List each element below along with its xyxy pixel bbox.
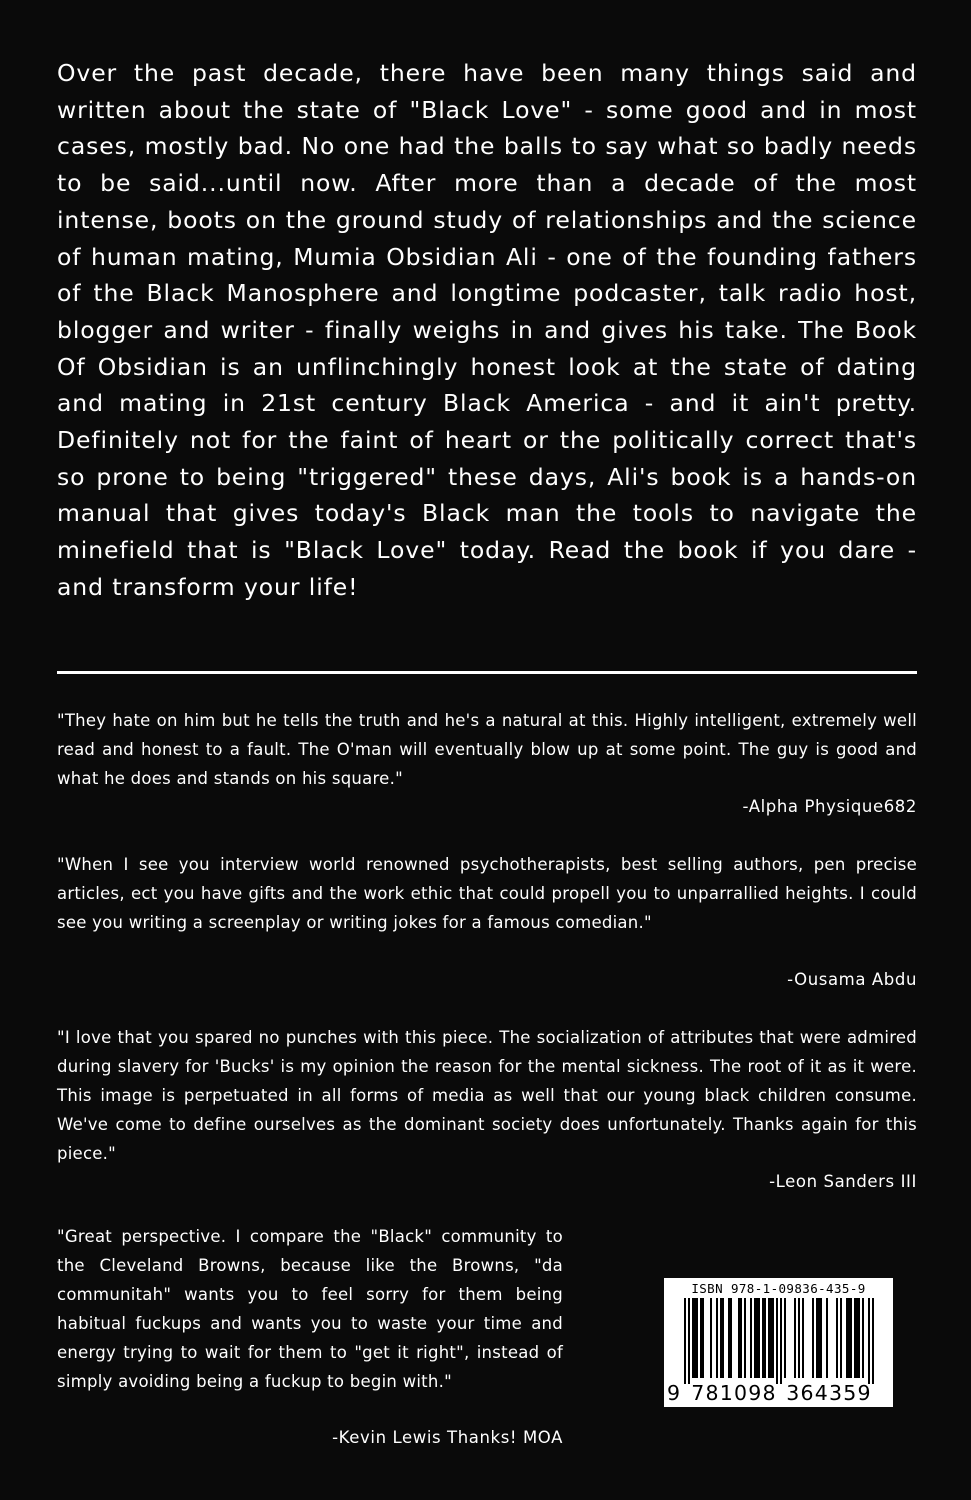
barcode-bar — [730, 1298, 732, 1378]
barcode-bar — [816, 1298, 818, 1378]
barcode-bar — [764, 1298, 766, 1378]
barcode-bar — [716, 1298, 718, 1378]
barcode-bar — [784, 1298, 786, 1378]
barcode-bar — [754, 1298, 756, 1378]
isbn-digit-group-left: 781098 — [691, 1381, 777, 1405]
barcode-bar — [868, 1298, 870, 1384]
barcode-bar — [862, 1298, 864, 1378]
barcode-bar — [722, 1298, 724, 1378]
barcode-bar — [846, 1298, 848, 1378]
review-author: -Kevin Lewis Thanks! MOA — [332, 1428, 563, 1447]
barcode-bar — [688, 1298, 690, 1384]
barcode-bar — [772, 1298, 774, 1378]
review-quote: "I love that you spared no punches with this piece. The socialization of attributes that were admired during slavery for 'Bucks' is my opinion the reason for the mental sickness. The root of it as it were. This image is perpetuated in all forms of media as well that our young black children consume. We've come to define ourselves as the dominant society does unfortunately. Thanks again for this piece." — [57, 1028, 917, 1163]
barcode-bar — [794, 1298, 796, 1378]
barcode-bar — [692, 1298, 694, 1378]
review-quote: "When I see you interview world renowned psychotherapists, best selling authors, pen precise articles, ect you have gifts and the work ethic that could propell you to unparrallied heights. I could see you writing a screenplay or writing jokes for a famous comedian." — [57, 855, 917, 932]
barcode-bar — [850, 1298, 852, 1378]
barcode-bar — [756, 1298, 758, 1378]
barcode-bar — [776, 1298, 778, 1384]
barcode-bar — [856, 1298, 858, 1378]
isbn-barcode — [664, 1278, 893, 1407]
section-divider — [57, 671, 917, 674]
barcode-bar — [798, 1298, 800, 1378]
review-author: -Leon Sanders III — [769, 1172, 917, 1191]
barcode-bar — [820, 1298, 822, 1378]
barcode-bar — [684, 1298, 686, 1384]
barcode-bar — [740, 1298, 742, 1378]
barcode-bar — [802, 1298, 804, 1378]
barcode-bar — [858, 1298, 860, 1378]
review-author: -Ousama Abdu — [787, 970, 917, 989]
barcode-bar — [738, 1298, 740, 1378]
barcode-bar — [818, 1298, 820, 1378]
review-quote: "They hate on him but he tells the truth and he's a natural at this. Highly intelligent, extremely well read and honest to a fault. The O'man will eventually blow up at some point. The guy is good and what he does and stands on his square." — [57, 711, 917, 788]
barcode-bar — [700, 1298, 702, 1378]
barcode-bar — [780, 1298, 782, 1384]
barcode-bar — [758, 1298, 760, 1378]
isbn-digit-group-right: 364359 — [786, 1381, 872, 1405]
barcode-bar — [812, 1298, 814, 1378]
barcode-bars — [674, 1298, 883, 1384]
barcode-bar — [840, 1298, 842, 1378]
barcode-bar — [770, 1298, 772, 1378]
barcode-bar — [848, 1298, 850, 1378]
barcode-bar — [762, 1298, 764, 1378]
barcode-bar — [768, 1298, 770, 1378]
barcode-bar — [826, 1298, 828, 1378]
barcode-bar — [854, 1298, 856, 1378]
review-quote: "Great perspective. I compare the "Black" community to the Cleveland Browns, because like the Browns, "da communitah" wants you to feel sorry for them being habitual fuckups and wants you to waste your time and energy trying to wait for them to "get it right", instead of simply avoiding being a fuckup to begin with." — [57, 1227, 563, 1391]
isbn-label: ISBN 978-1-09836-435-9 — [691, 1281, 866, 1296]
review-author: -Alpha Physique682 — [742, 797, 917, 816]
back-cover-blurb: Over the past decade, there have been many things said and written about the state of "Black Love" - some good and in most cases, mostly bad. No one had the balls to say what so badly needs to be said...until now. After more than a decade of the most intense, boots on the ground study of relationships and the science of human mating, Mumia Obsidian Ali - one of the founding fathers of the Black Manosphere and longtime podcaster, talk radio host, blogger and writer - finally weighs in and gives his take. The Book Of Obsidian is an unflinchingly honest look at the state of dating and mating in 21st century Black America - and it ain't pretty. Definitely not for the faint of heart or the politically correct that's so prone to being "triggered" these days, Ali's book is a hands-on manual that gives today's Black man the tools to navigate the minefield that is "Black Love" today. Read the book if you dare - and transform your life! — [57, 59, 917, 601]
barcode-bar — [750, 1298, 752, 1378]
barcode-bar — [744, 1298, 746, 1378]
barcode-bar — [836, 1298, 838, 1378]
barcode-bar — [694, 1298, 696, 1378]
barcode-bar — [872, 1298, 874, 1384]
barcode-bar — [720, 1298, 722, 1378]
barcode-bar — [728, 1298, 730, 1378]
barcode-bar — [710, 1298, 712, 1378]
barcode-bar — [696, 1298, 698, 1378]
isbn-digit-lead: 9 — [667, 1381, 682, 1405]
barcode-bar — [702, 1298, 704, 1378]
